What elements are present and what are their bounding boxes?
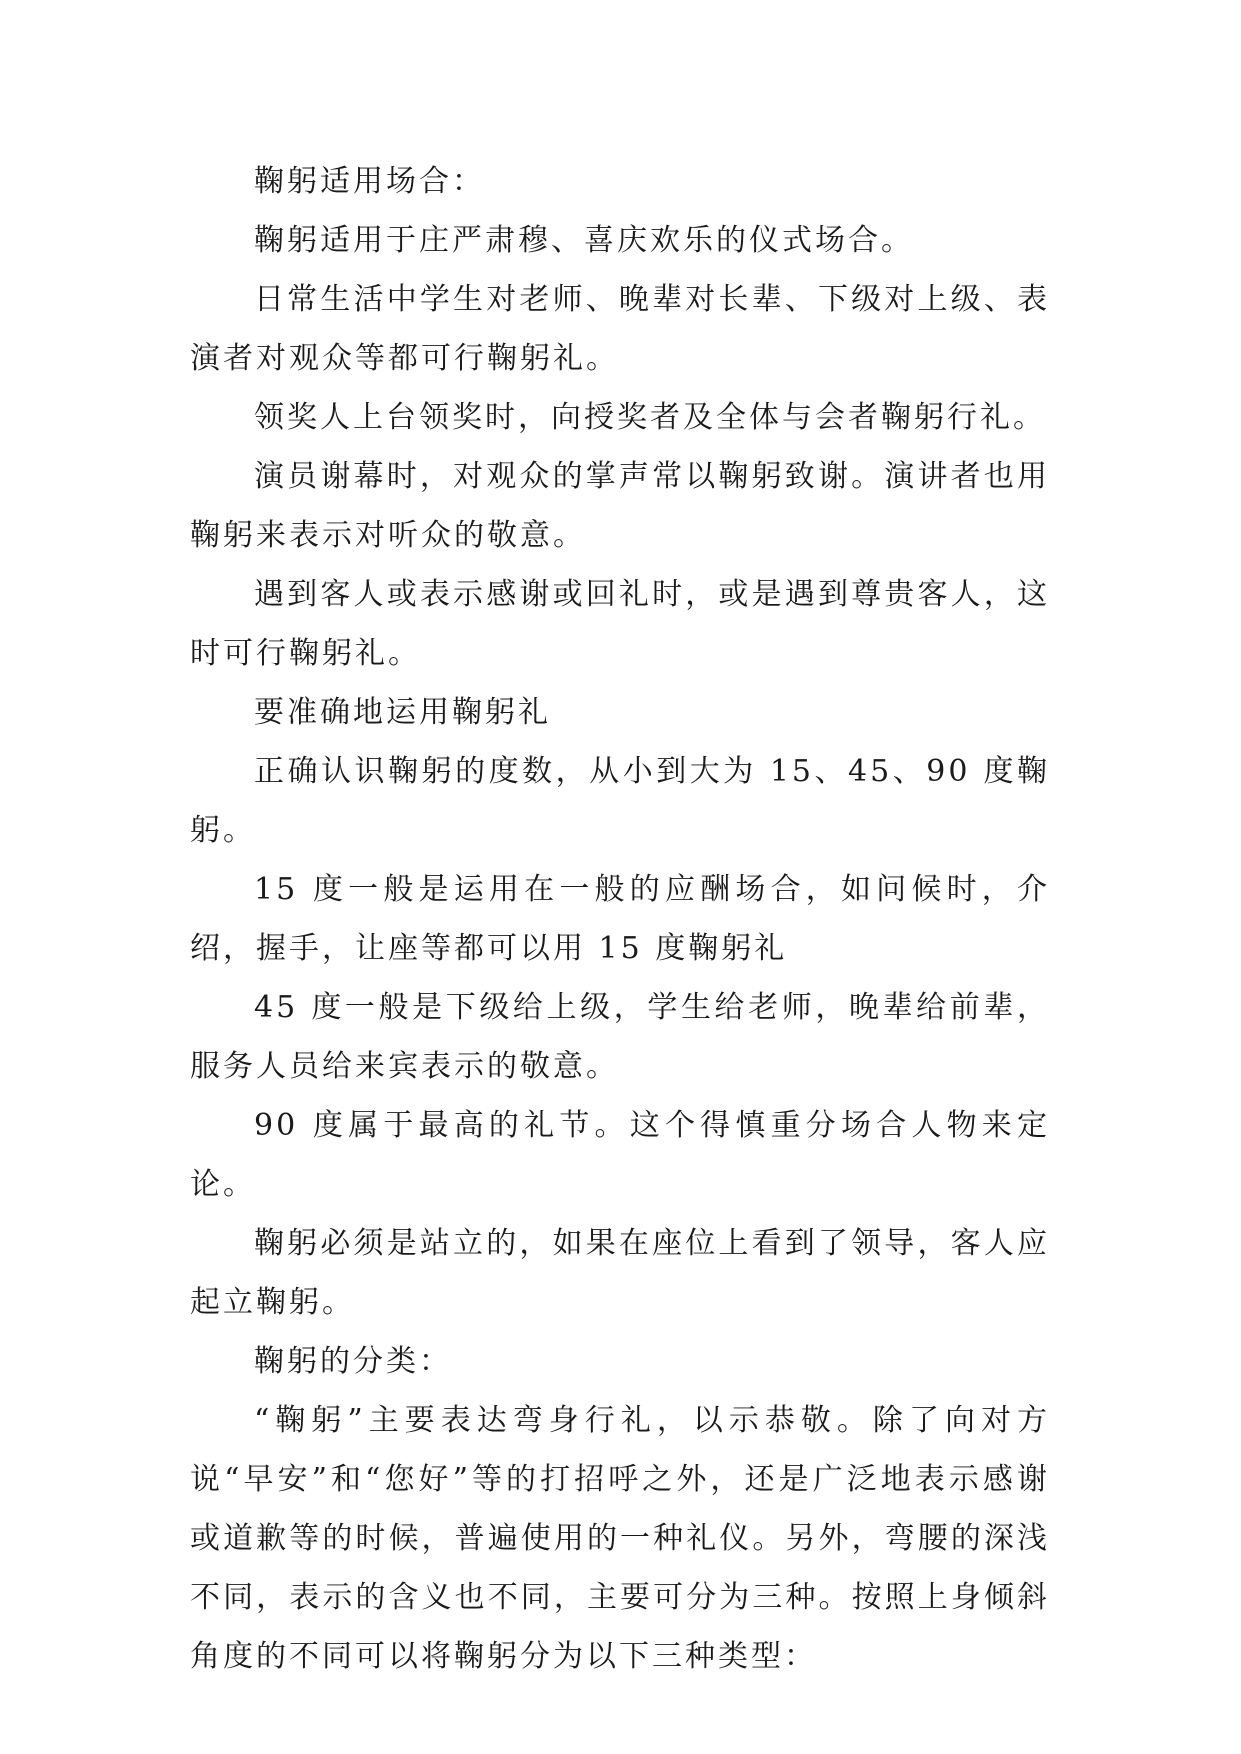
paragraph: 正确认识鞠躬的度数，从小到大为 15、45、90 度鞠躬。 <box>190 754 1050 848</box>
paragraph: 鞠躬必须是站立的，如果在座位上看到了领导，客人应起立鞠躬。 <box>190 1226 1050 1320</box>
paragraph-heading-usage: 要准确地运用鞠躬礼 <box>254 695 551 730</box>
paragraph: 90 度属于最高的礼节。这个得慎重分场合人物来定论。 <box>190 1108 1050 1202</box>
paragraph: 鞠躬适用于庄严肃穆、喜庆欢乐的仪式场合。 <box>254 223 914 258</box>
paragraph: 演员谢幕时，对观众的掌声常以鞠躬致谢。演讲者也用鞠躬来表示对听众的敬意。 <box>190 459 1050 553</box>
paragraph-heading-occasions: 鞠躬适用场合： <box>254 164 485 199</box>
document-body <box>190 152 1050 1686</box>
paragraph: 领奖人上台领奖时，向授奖者及全体与会者鞠躬行礼。 <box>254 400 1046 435</box>
paragraph: “鞠躬”主要表达弯身行礼，以示恭敬。除了向对方说“早安”和“您好”等的打招呼之外，还是广泛地表示感谢或道歉等的时候，普遍使用的一种礼仪。另外，弯腰的深浅不同，表示的含义也不同，主要可分为三种。按照上身倾斜角度的不同可以将鞠躬分为以下三种类型： <box>190 1403 1050 1674</box>
paragraph: 遇到客人或表示感谢或回礼时，或是遇到尊贵客人，这时可行鞠躬礼。 <box>190 577 1050 671</box>
paragraph: 15 度一般是运用在一般的应酬场合，如问候时，介绍，握手，让座等都可以用 15 度鞠躬礼 <box>190 872 1050 966</box>
paragraph: 日常生活中学生对老师、晚辈对长辈、下级对上级、表演者对观众等都可行鞠躬礼。 <box>190 282 1050 376</box>
paragraph-heading-categories: 鞠躬的分类： <box>254 1344 452 1379</box>
paragraph: 45 度一般是下级给上级，学生给老师，晚辈给前辈，服务人员给来宾表示的敬意。 <box>190 990 1050 1084</box>
